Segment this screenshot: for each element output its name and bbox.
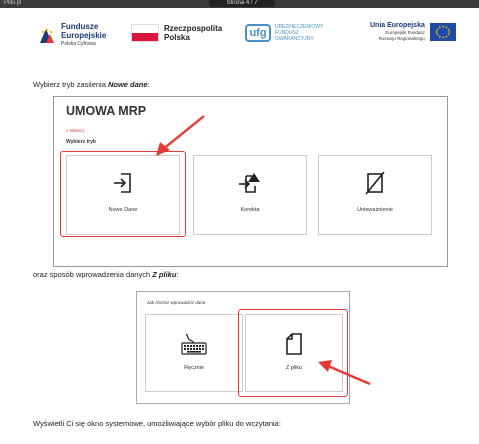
correction-icon: [194, 170, 306, 201]
fe-sub: Polska Cyfrowa: [61, 41, 96, 47]
pl-logo: [131, 24, 222, 42]
ue-logo: [370, 22, 456, 41]
input-card-label: Z pliku: [285, 365, 303, 371]
mode-card-label: Korekta: [240, 207, 260, 213]
mode-card-cancel[interactable]: [318, 155, 432, 235]
highlight-box: [60, 151, 186, 237]
pl-line2: Polska: [164, 33, 190, 42]
ufg-line3: GWARANCYJNY: [275, 36, 314, 42]
mode-card-correction[interactable]: [193, 155, 307, 235]
input-card-manual[interactable]: [145, 314, 243, 392]
mode-card-label: Unieważnienie: [357, 207, 393, 213]
instruction-2-emph: Z pliku: [152, 270, 177, 279]
pointer-arrow-icon: [150, 112, 210, 158]
viewer-topbar: [0, 0, 479, 8]
instruction-2: oraz sposób wprowadzenia danych Z pliku:: [33, 270, 179, 279]
fe-title2: Europejskie: [61, 31, 107, 40]
fe-title: Fundusze: [61, 22, 99, 31]
ufg-line1: UBEZPIECZENIOWY: [275, 24, 324, 30]
cancel-document-icon: [319, 170, 431, 201]
fe-logo: [37, 22, 106, 49]
ue-sub2: Rozwoju Regionalnego: [378, 35, 425, 41]
fe-stars-icon: [37, 26, 57, 46]
polish-flag-icon: [131, 24, 159, 42]
ufg-logo: [245, 24, 323, 42]
pointer-arrow-icon: [314, 352, 374, 390]
ue-title: Unia Europejska: [370, 22, 425, 29]
input-method-question: Jak chcesz wprowadzić dane: [147, 300, 206, 305]
ufg-line2: FUNDUSZ: [275, 30, 299, 36]
logo-strip: [0, 8, 479, 58]
keyboard-icon: [146, 331, 242, 362]
instruction-1: Wybierz tryb zasilenia Nowe dane:: [33, 80, 150, 89]
topbar-left-text: Pliki.pl: [4, 0, 22, 6]
back-link[interactable]: « Wstecz: [66, 128, 85, 133]
umowa-panel: [53, 96, 448, 267]
pl-line1: Rzeczpospolita: [164, 24, 223, 33]
instruction-1-emph: Nowe dane: [107, 80, 148, 89]
page-indicator[interactable]: Strona 4 / 7: [209, 0, 275, 7]
ufg-mark: ufg: [245, 24, 271, 42]
instruction-3: Wyświetli Ci się okno systemowe, umożliwiające wybór pliku do wczytania:: [33, 419, 281, 428]
panel-title: UMOWA MRP: [66, 104, 147, 118]
eu-flag-icon: [430, 23, 456, 41]
ue-sub1: Europejski Fundusz: [385, 30, 425, 35]
input-card-label: Ręcznie: [184, 365, 204, 371]
mode-label: Wybierz tryb: [66, 139, 96, 145]
mode-card-label: Nowe Dane: [108, 207, 138, 213]
